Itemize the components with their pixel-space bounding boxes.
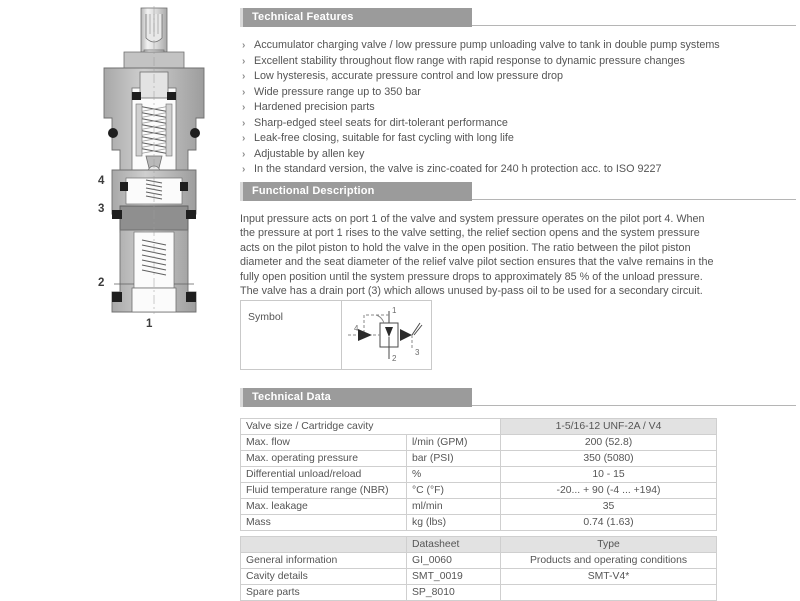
- symbol-port-label-2: 2: [392, 354, 397, 363]
- list-item: [240, 69, 796, 85]
- section-header-technical-features: [240, 8, 796, 27]
- row-type: [501, 585, 717, 601]
- row-unit: °C (°F): [407, 483, 501, 499]
- row-label: Valve size / Cartridge cavity: [241, 419, 501, 435]
- row-label: Max. leakage: [241, 499, 407, 515]
- row-datasheet: SP_8010: [407, 585, 501, 601]
- column-header-blank: [241, 537, 407, 553]
- chevron-bullet-icon: ›: [242, 148, 246, 160]
- table-row: [241, 483, 717, 499]
- row-datasheet: GI_0060: [407, 553, 501, 569]
- list-item-label: Accumulator charging valve / low pressure pump unloading valve to tank in double pump systems: [254, 39, 720, 51]
- chevron-bullet-icon: ›: [242, 71, 246, 82]
- section-header-functional-description: [240, 182, 796, 201]
- seal-p4-right: [180, 182, 188, 191]
- row-value: 350 (5080): [501, 451, 717, 467]
- table-row: [241, 515, 717, 531]
- row-type: Products and operating conditions: [501, 553, 717, 569]
- seal-bottom-right: [186, 292, 196, 302]
- row-label: Spare parts: [241, 585, 407, 601]
- list-item-label: Excellent stability throughout flow range with rapid response to dynamic pressure changes: [254, 54, 685, 67]
- row-label: Cavity details: [241, 569, 407, 585]
- list-item-label: Wide pressure range up to 350 bar: [254, 85, 421, 98]
- chevron-bullet-icon: ›: [242, 86, 246, 98]
- table-row: [241, 435, 717, 451]
- port-label-2: 2: [98, 277, 105, 289]
- valve-cross-section-figure: [0, 0, 236, 600]
- row-value: -20... + 90 (-4 ... +194): [501, 483, 717, 499]
- row-value: 10 - 15: [501, 467, 717, 483]
- row-label: Differential unload/reload: [241, 467, 407, 483]
- section-title: Technical Data: [252, 391, 331, 403]
- hydraulic-symbol-diagram: [346, 305, 432, 367]
- section-title: Technical Features: [252, 11, 354, 23]
- symbol-diagram-cell: [342, 301, 431, 369]
- oring-right: [190, 128, 200, 138]
- row-unit: bar (PSI): [407, 451, 501, 467]
- row-unit: %: [407, 467, 501, 483]
- chevron-bullet-icon: ›: [242, 117, 246, 129]
- list-item: [240, 85, 796, 101]
- list-item-label: Leak-free closing, suitable for fast cycling with long life: [254, 132, 514, 144]
- row-label: Mass: [241, 515, 407, 531]
- table-header-row: [241, 537, 717, 553]
- chevron-bullet-icon: ›: [242, 55, 246, 67]
- header-rule: [472, 405, 796, 406]
- functional-description-text: Input pressure acts on port 1 of the valve and system pressure operates on the pilot port 4. When the pressure at port 1 rises to the valve setting, the relief section opens and the system pressure acts on the pilot piston to hold the valve in the open position. The ratio between the pilot piston diameter and the seat diameter of the relief valve pilot section ensures that the valve remains in the fully open position until the system pressure drops to approximately 85 % of the unload pressure. The valve has a drain port (3) which allows unused by-pass oil to be used for a secondary circuit.: [240, 213, 714, 298]
- list-item: [240, 147, 796, 163]
- row-label: Max. flow: [241, 435, 407, 451]
- port-label-4: 4: [98, 175, 105, 187]
- list-item: [240, 131, 796, 147]
- row-value: 0.74 (1.63): [501, 515, 717, 531]
- list-item-label: Sharp-edged steel seats for dirt-tolerant performance: [254, 116, 508, 129]
- symbol-box: [240, 300, 432, 370]
- row-value: 200 (52.8): [501, 435, 717, 451]
- seal-left-upper: [132, 92, 141, 100]
- row-unit: l/min (GPM): [407, 435, 501, 451]
- table-row: [241, 499, 717, 515]
- seal-right-upper: [167, 92, 176, 100]
- header-rule: [472, 199, 796, 200]
- content-column: [236, 0, 800, 600]
- chevron-bullet-icon: ›: [242, 133, 246, 144]
- row-label: Max. operating pressure: [241, 451, 407, 467]
- technical-data-table: [240, 418, 717, 531]
- port4-arrow-icon: [358, 329, 372, 341]
- spring-symbol: [412, 323, 422, 335]
- column-header-datasheet: Datasheet: [407, 537, 501, 553]
- seal-p3-right: [186, 210, 196, 219]
- chevron-bullet-icon: ›: [242, 40, 246, 51]
- row-unit: ml/min: [407, 499, 501, 515]
- list-item-label: Hardened precision parts: [254, 101, 375, 113]
- row-type: SMT-V4*: [501, 569, 717, 585]
- symbol-port-label-4: 4: [354, 324, 359, 333]
- datasheet-reference-table: [240, 536, 717, 601]
- table-row: [241, 419, 717, 435]
- row-label: Fluid temperature range (NBR): [241, 483, 407, 499]
- seal-p3-left: [112, 210, 122, 219]
- row-unit: kg (lbs): [407, 515, 501, 531]
- row-value: 35: [501, 499, 717, 515]
- section-title: Functional Description: [252, 185, 375, 197]
- list-item: [240, 116, 796, 132]
- list-item-label: Low hysteresis, accurate pressure control and low pressure drop: [254, 70, 564, 82]
- symbol-label-cell: [241, 301, 342, 369]
- table-row: [241, 553, 717, 569]
- list-item: [240, 38, 796, 54]
- row-datasheet: SMT_0019: [407, 569, 501, 585]
- table-row: [241, 451, 717, 467]
- section-header-technical-data: [240, 388, 796, 407]
- technical-features-list: [240, 38, 796, 178]
- table-row: [241, 585, 717, 601]
- port-label-1: 1: [146, 318, 153, 330]
- table-row: [241, 569, 717, 585]
- port-label-3: 3: [98, 203, 105, 215]
- chevron-bullet-icon: ›: [242, 164, 246, 175]
- list-item: [240, 100, 796, 116]
- table-row: [241, 467, 717, 483]
- list-item-label: Adjustable by allen key: [254, 147, 365, 160]
- valve-drawing: [0, 0, 236, 340]
- symbol-label: Symbol: [248, 311, 284, 323]
- pilot-curve: [376, 315, 384, 323]
- chevron-bullet-icon: ›: [242, 102, 246, 113]
- drain-arrow-icon: [400, 329, 412, 341]
- header-rule: [472, 25, 796, 26]
- list-item: [240, 54, 796, 70]
- list-item: [240, 162, 796, 178]
- list-item-label: In the standard version, the valve is zinc-coated for 240 h protection acc. to ISO 9227: [254, 163, 662, 175]
- row-label: General information: [241, 553, 407, 569]
- seal-p4-left: [120, 182, 128, 191]
- column-header-type: Type: [501, 537, 717, 553]
- oring-left: [108, 128, 118, 138]
- seal-bottom-left: [112, 292, 122, 302]
- symbol-port-label-1: 1: [392, 306, 397, 315]
- row-value: 1-5/16-12 UNF-2A / V4: [501, 419, 717, 435]
- symbol-port-label-3: 3: [415, 348, 420, 357]
